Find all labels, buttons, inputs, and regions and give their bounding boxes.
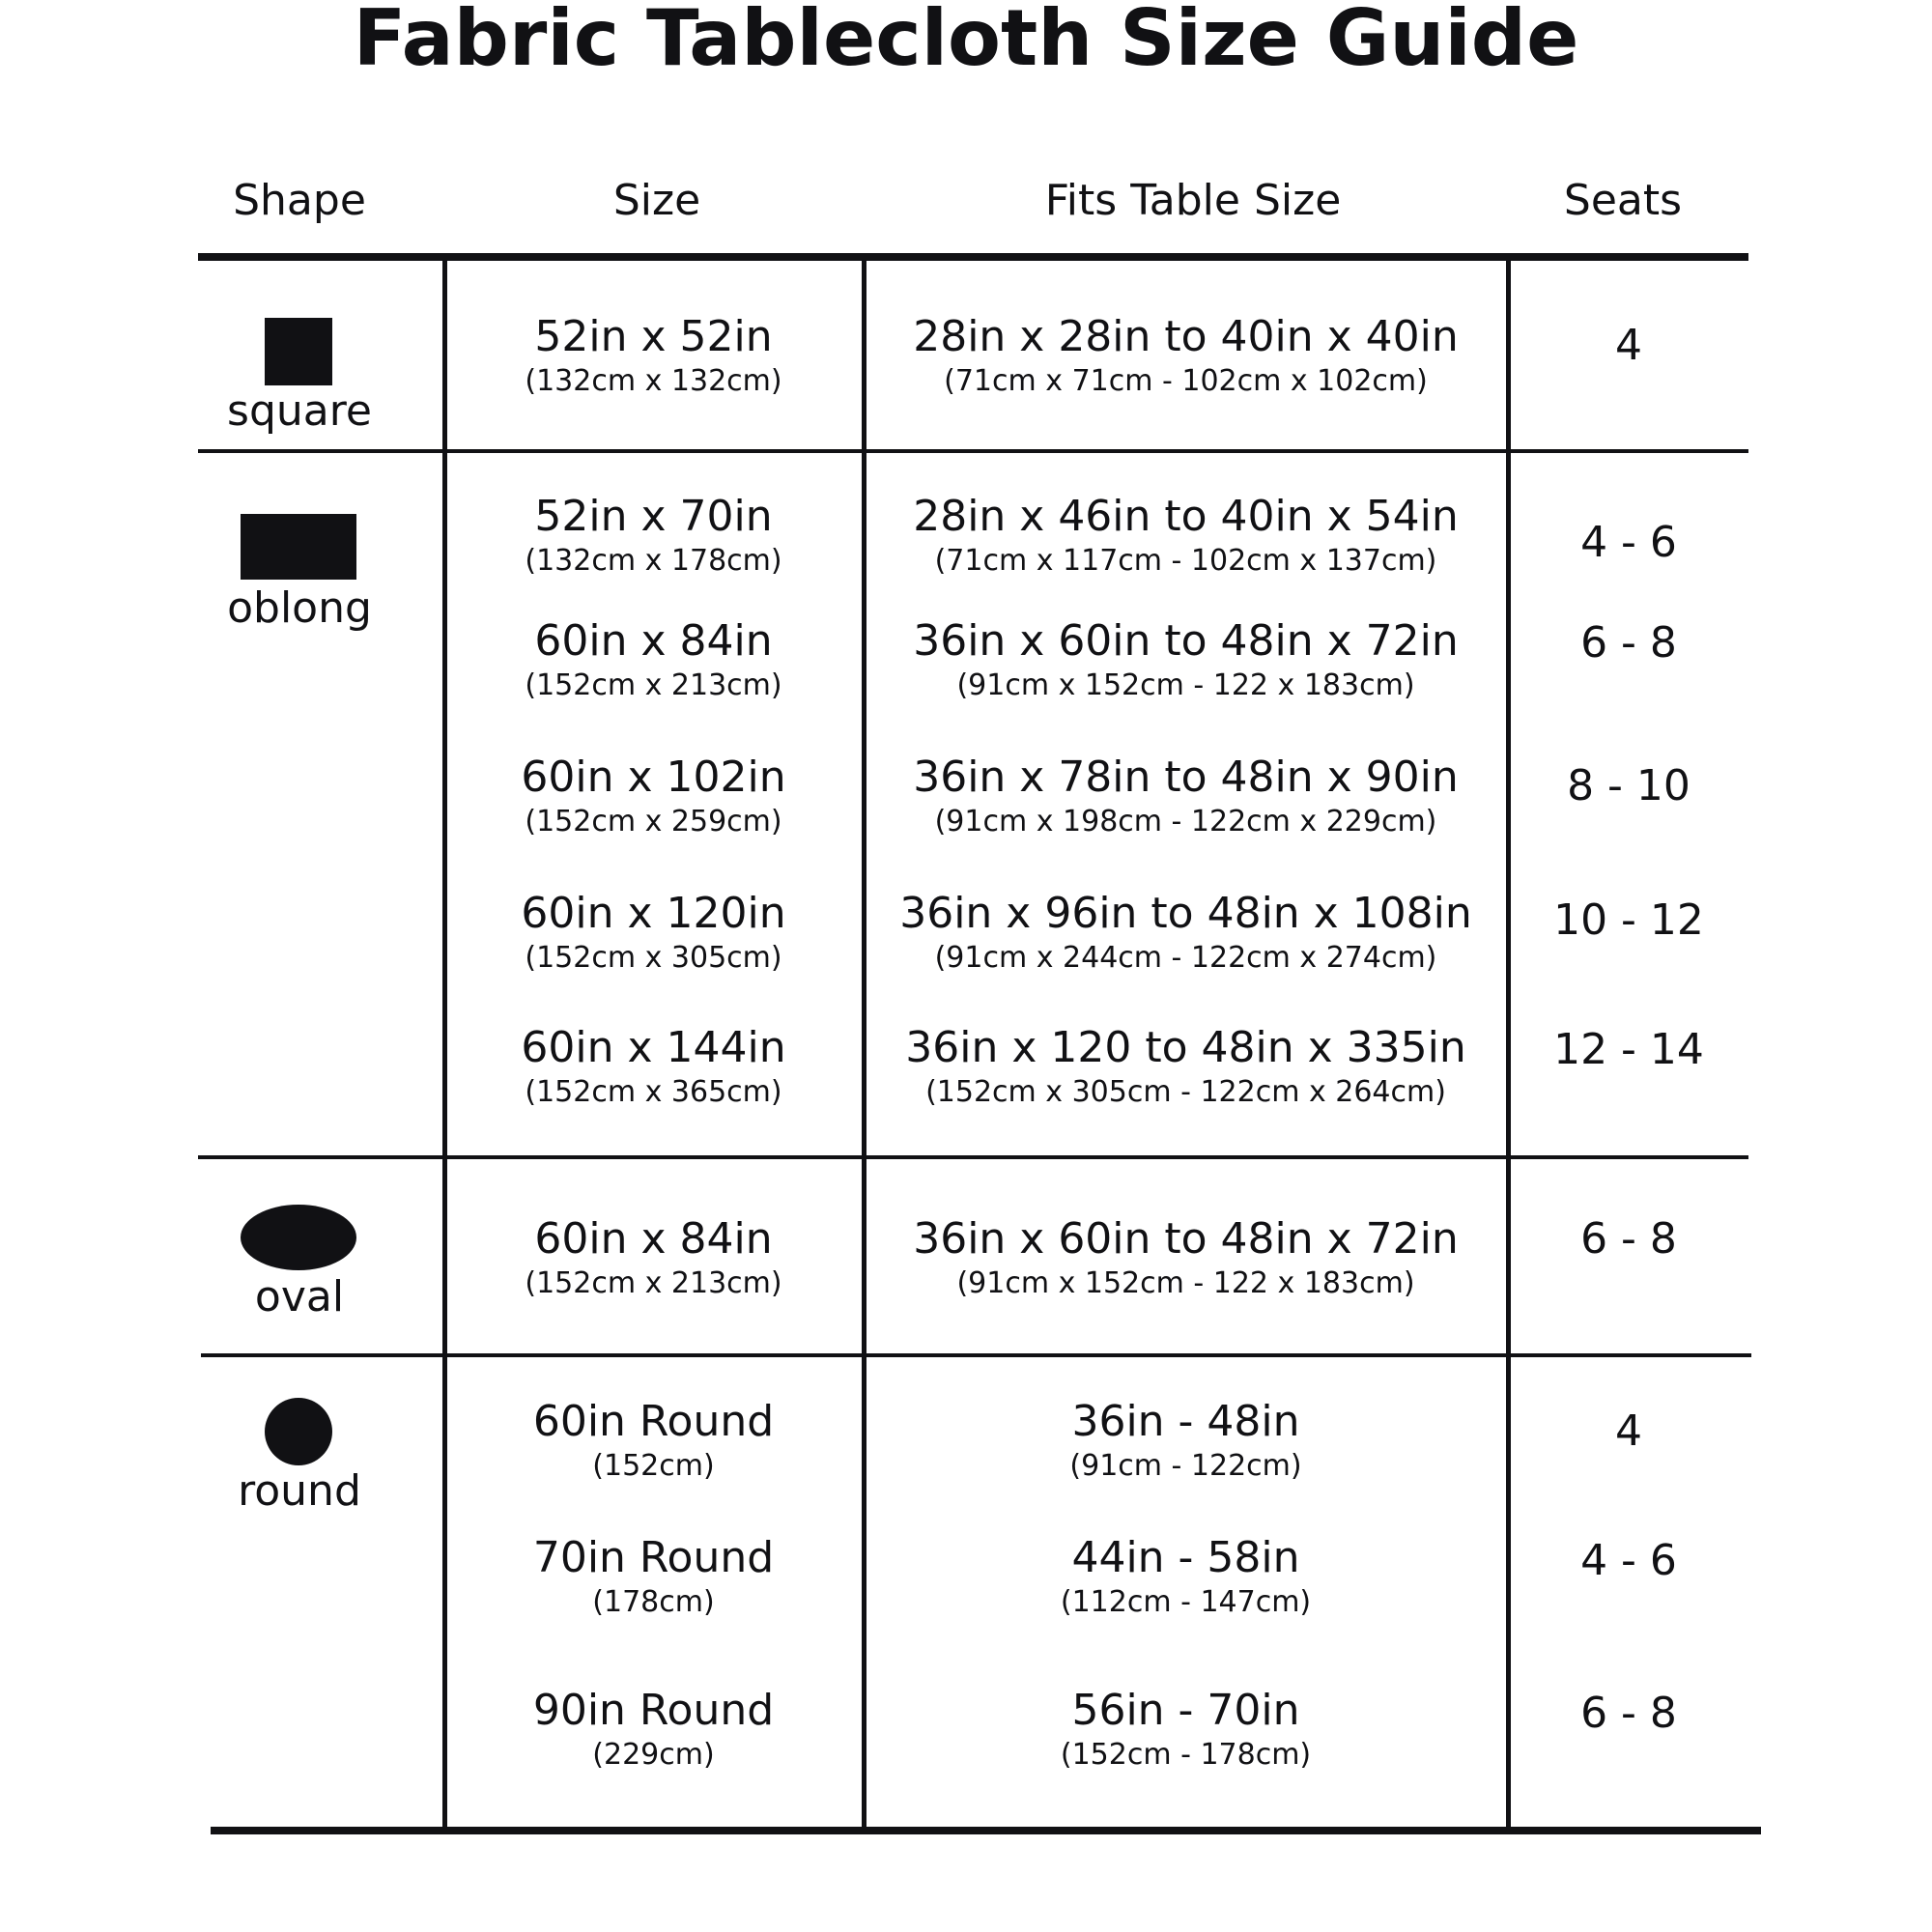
seats-value: 12 - 14: [1553, 1025, 1704, 1074]
row-divider-oblong: [198, 1155, 1748, 1159]
size-cm: (178cm): [592, 1585, 715, 1619]
size-inches: 60in Round: [532, 1397, 775, 1446]
seats-value: 10 - 12: [1553, 895, 1704, 945]
fits-inches: 36in x 78in to 48in x 90in: [913, 753, 1459, 802]
size-cell: [449, 1395, 858, 1484]
fits-inches: 36in - 48in: [1071, 1397, 1300, 1446]
fits-cell: [868, 310, 1503, 399]
fits-inches: 28in x 28in to 40in x 40in: [913, 312, 1459, 361]
fits-inches: 36in x 120 to 48in x 335in: [905, 1023, 1466, 1072]
fits-cm: (152cm x 305cm - 122cm x 264cm): [925, 1075, 1446, 1109]
fits-cm: (91cm x 152cm - 122 x 183cm): [956, 668, 1415, 702]
header-size: Size: [612, 176, 701, 225]
fits-inches: 36in x 96in to 48in x 108in: [899, 889, 1472, 938]
row-divider-oval: [201, 1353, 1751, 1357]
size-inches: 70in Round: [532, 1533, 775, 1582]
size-inches: 60in x 84in: [534, 1214, 773, 1264]
fits-inches: 28in x 46in to 40in x 54in: [913, 492, 1459, 541]
seats-value: 4: [1615, 1406, 1642, 1456]
header-fits-table-size: Fits Table Size: [1044, 176, 1342, 225]
shape-label-oblong: oblong: [227, 583, 372, 633]
column-divider-3: [1506, 257, 1511, 1832]
fits-cm: (71cm x 71cm - 102cm x 102cm): [944, 364, 1428, 398]
seats-value: 8 - 10: [1567, 761, 1690, 810]
oblong-icon: [241, 514, 356, 580]
size-cell: [449, 751, 858, 839]
fits-inches: 36in x 60in to 48in x 72in: [913, 616, 1459, 666]
size-inches: 60in x 84in: [534, 616, 773, 666]
size-cell: [449, 1212, 858, 1301]
shape-label-round: round: [238, 1466, 361, 1516]
square-icon: [265, 318, 332, 385]
fits-cell: [868, 751, 1503, 839]
size-cell: [449, 490, 858, 579]
size-inches: 90in Round: [532, 1686, 775, 1735]
size-inches: 60in x 144in: [521, 1023, 786, 1072]
seats-value: 6 - 8: [1580, 618, 1677, 668]
size-inches: 60in x 120in: [521, 889, 786, 938]
fits-cm: (91cm - 122cm): [1069, 1449, 1302, 1483]
row-divider-square: [198, 449, 1748, 453]
seats-value: 6 - 8: [1580, 1689, 1677, 1738]
size-cm: (152cm x 259cm): [525, 805, 782, 838]
round-icon: [265, 1398, 332, 1465]
header-shape: Shape: [233, 176, 366, 225]
shape-label-oval: oval: [254, 1272, 345, 1321]
fits-inches: 36in x 60in to 48in x 72in: [913, 1214, 1459, 1264]
size-cm: (132cm x 132cm): [525, 364, 782, 398]
header-divider: [198, 253, 1748, 261]
fits-cell: [868, 490, 1503, 579]
fits-cell: [868, 1021, 1503, 1110]
fits-cell: [868, 1212, 1503, 1301]
size-cell: [449, 887, 858, 976]
size-cell: [449, 1684, 858, 1773]
size-inches: 60in x 102in: [521, 753, 786, 802]
size-cm: (132cm x 178cm): [525, 544, 782, 578]
size-cell: [449, 1531, 858, 1620]
fits-cell: [868, 1395, 1503, 1484]
fits-cm: (152cm - 178cm): [1060, 1738, 1312, 1772]
seats-value: 6 - 8: [1580, 1214, 1677, 1264]
size-cm: (152cm x 213cm): [525, 1266, 782, 1300]
fits-cm: (71cm x 117cm - 102cm x 137cm): [934, 544, 1437, 578]
size-cell: [449, 1021, 858, 1110]
fits-cell: [868, 1684, 1503, 1773]
size-cell: [449, 310, 858, 399]
oval-icon: [241, 1205, 356, 1270]
shape-label-square: square: [227, 386, 372, 436]
seats-value: 4 - 6: [1580, 1536, 1677, 1585]
fits-inches: 44in - 58in: [1071, 1533, 1300, 1582]
seats-value: 4 - 6: [1580, 518, 1677, 567]
size-inches: 52in x 70in: [534, 492, 773, 541]
page-title: Fabric Tablecloth Size Guide: [353, 0, 1579, 83]
size-cm: (152cm x 365cm): [525, 1075, 782, 1109]
size-cm: (229cm): [592, 1738, 715, 1772]
fits-cm: (91cm x 198cm - 122cm x 229cm): [934, 805, 1437, 838]
fits-cell: [868, 887, 1503, 976]
fits-inches: 56in - 70in: [1071, 1686, 1300, 1735]
column-divider-1: [442, 257, 447, 1832]
fits-cm: (91cm x 152cm - 122 x 183cm): [956, 1266, 1415, 1300]
size-cm: (152cm): [592, 1449, 715, 1483]
fits-cell: [868, 1531, 1503, 1620]
column-divider-2: [862, 257, 867, 1832]
fits-cm: (112cm - 147cm): [1060, 1585, 1312, 1619]
seats-value: 4: [1615, 321, 1642, 370]
header-seats: Seats: [1563, 176, 1683, 225]
size-inches: 52in x 52in: [534, 312, 773, 361]
size-cell: [449, 614, 858, 703]
size-cm: (152cm x 213cm): [525, 668, 782, 702]
fits-cm: (91cm x 244cm - 122cm x 274cm): [934, 941, 1437, 975]
size-cm: (152cm x 305cm): [525, 941, 782, 975]
fits-cell: [868, 614, 1503, 703]
